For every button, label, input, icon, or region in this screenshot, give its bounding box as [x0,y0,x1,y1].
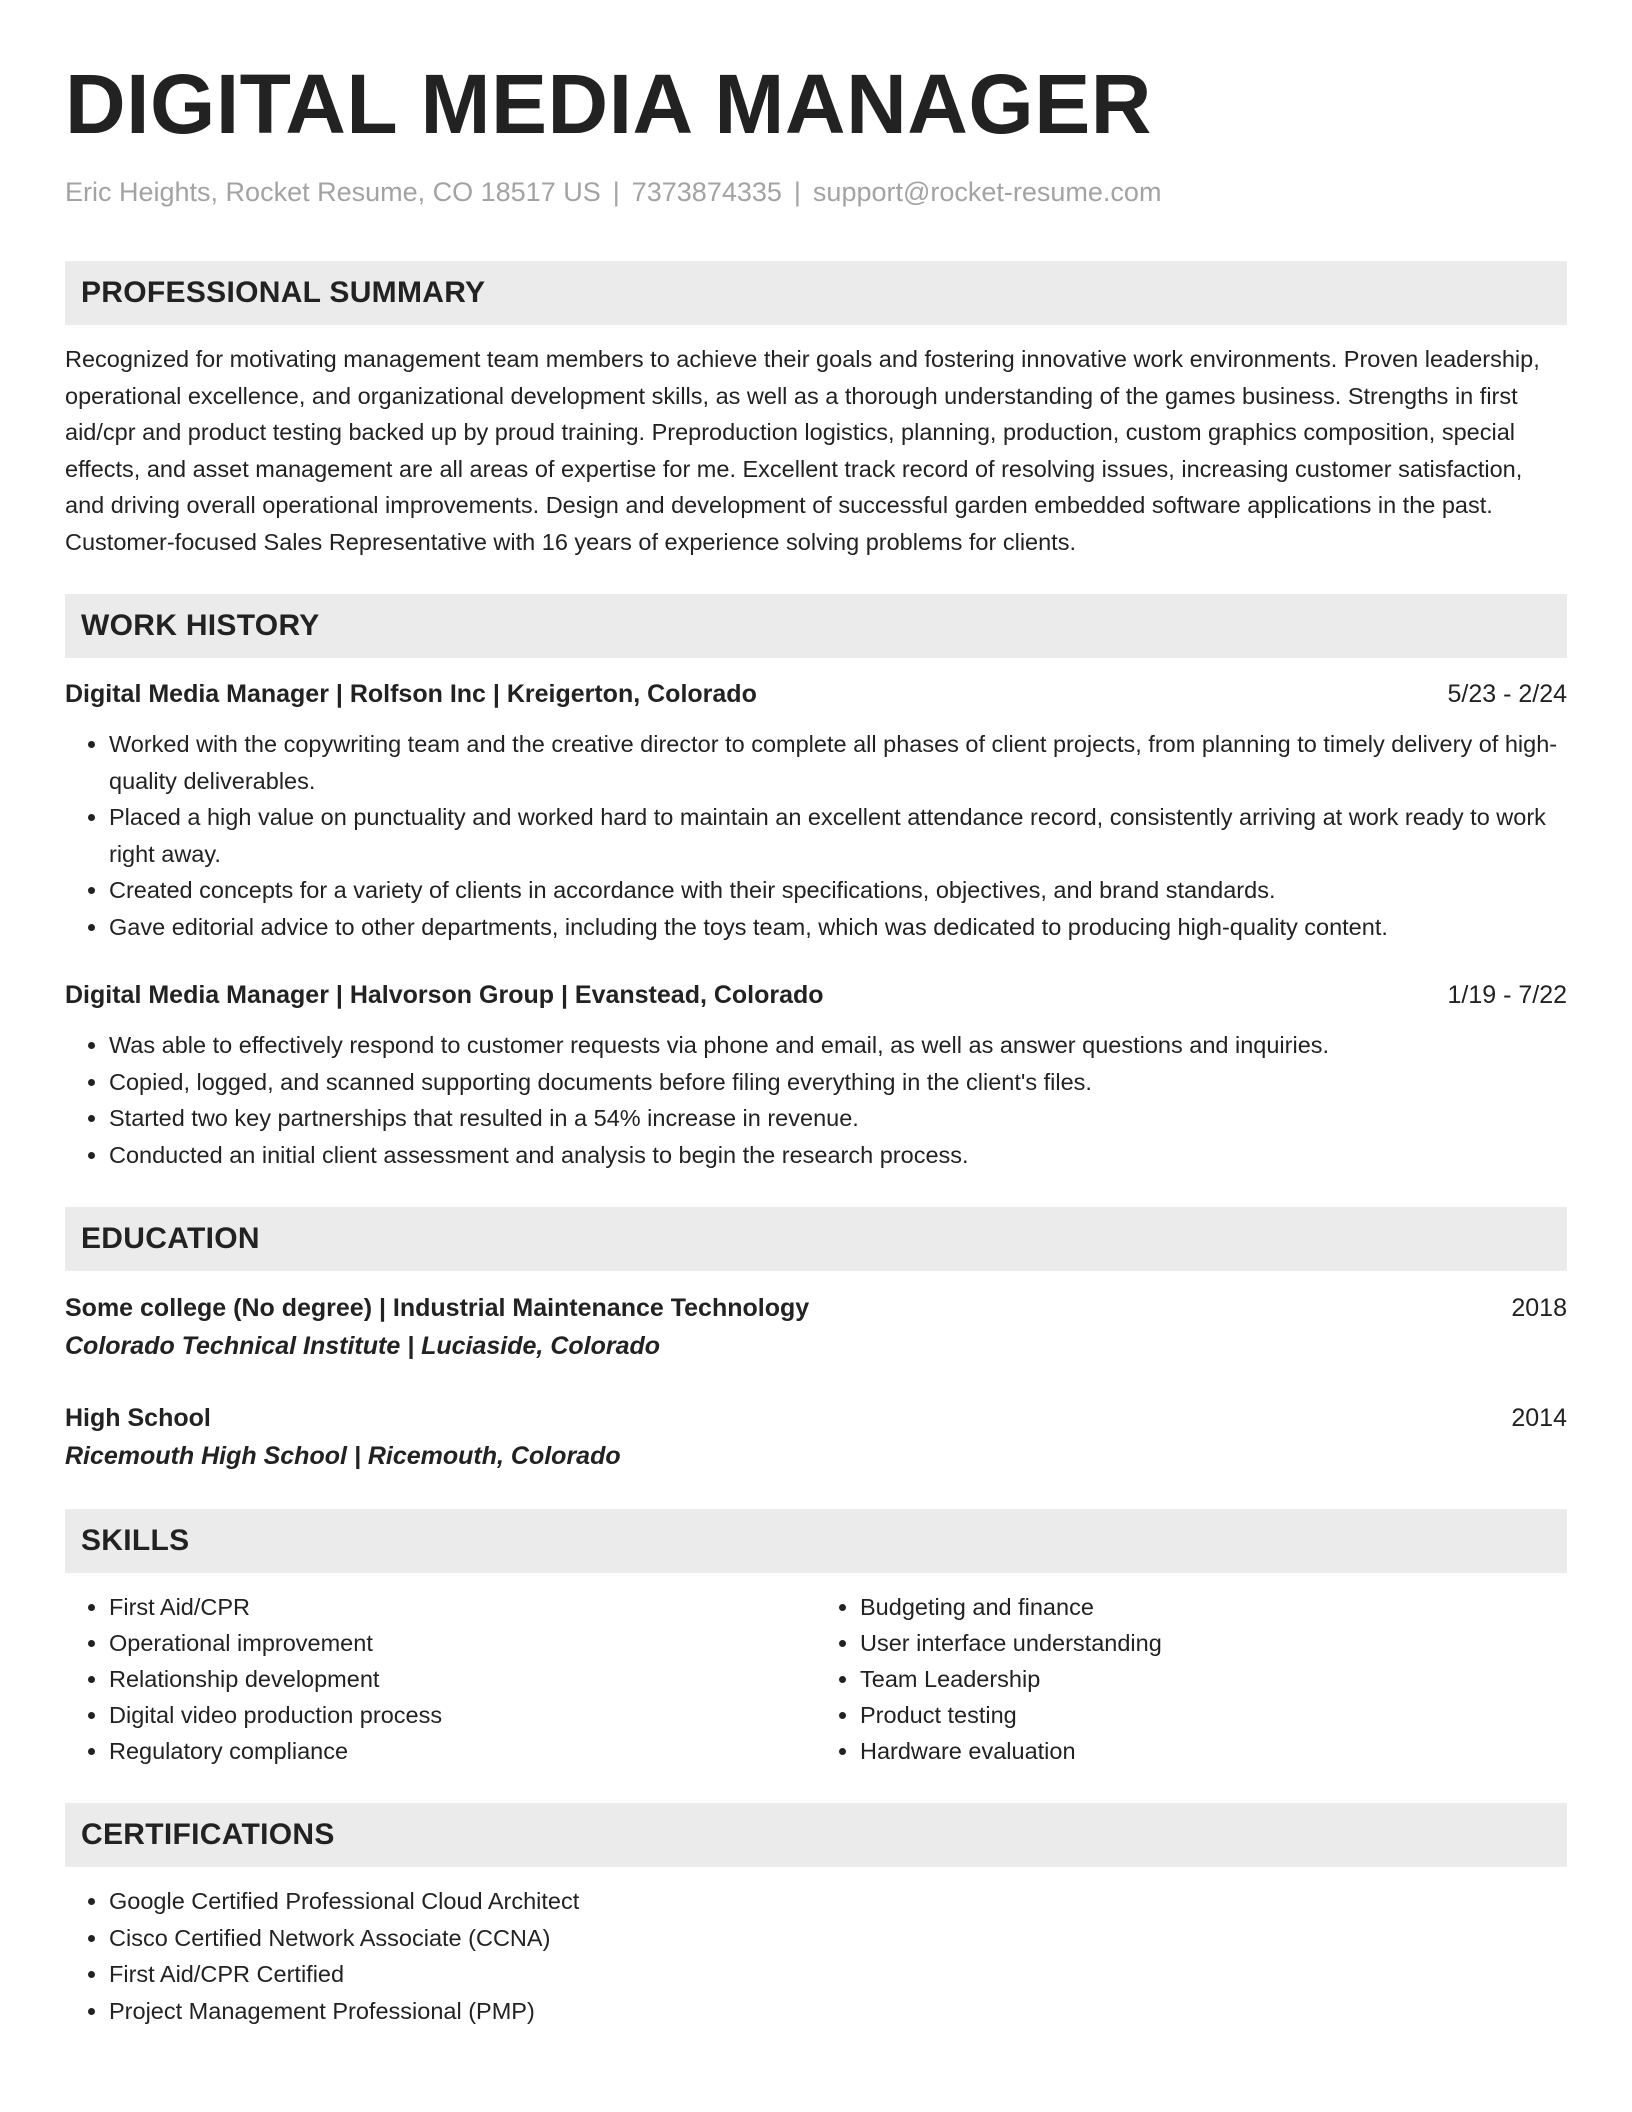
contact-line [65,176,1567,208]
certifications-section [65,1883,1567,2029]
job-bullet: • Placed a high value on punctuality and worked hard to maintain an excellent attendance record, consistently arriving at work ready to work right away. [109,799,1567,872]
skill-item: • Hardware evaluation [860,1733,1567,1769]
skill-item: • Budgeting and finance [860,1589,1567,1625]
job-header [65,676,1567,712]
certification-item: • Cisco Certified Network Associate (CCNA) [109,1920,1567,1957]
contact-email: support@rocket-resume.com [812,177,1162,207]
contact-separator: | [612,177,620,207]
skills-column-left [65,1589,816,1769]
job-bullet: • Started two key partnerships that resulted in a 54% increase in revenue. [109,1100,1567,1137]
resume-name: DIGITAL MEDIA MANAGER [65,57,1152,151]
job-dates: 5/23 - 2/24 [1447,680,1567,709]
education-entry [65,1399,1567,1475]
contact-phone: 7373874335 [631,177,782,207]
skills-list [65,1589,816,1769]
education-header [65,1399,1567,1437]
contact-address: Eric Heights, Rocket Resume, CO 18517 US [65,177,601,207]
job-title: Digital Media Manager | Rolfson Inc | Kreigerton, Colorado [65,680,757,709]
skills-heading: SKILLS [65,1509,1567,1573]
job-bullet: • Gave editorial advice to other departments, including the toys team, which was dedicated to producing high-quality content. [109,909,1567,946]
education-year: 2018 [1511,1294,1567,1323]
skill-item: • Regulatory compliance [109,1733,816,1769]
job-bullet: • Was able to effectively respond to customer requests via phone and email, as well as answer questions and inquiries. [109,1027,1567,1064]
skill-item: • Operational improvement [109,1625,816,1661]
education-school: Ricemouth High School | Ricemouth, Colorado [65,1442,621,1471]
job-dates: 1/19 - 7/22 [1447,981,1567,1010]
job-entry [65,676,1567,945]
job-title: Digital Media Manager | Halvorson Group | Evanstead, Colorado [65,981,824,1010]
skill-item: • User interface understanding [860,1625,1567,1661]
skill-item: • Digital video production process [109,1697,816,1733]
contact-separator: | [793,177,801,207]
job-bullets [65,726,1567,945]
certifications-list [65,1883,1567,2029]
education-heading: EDUCATION [65,1207,1567,1271]
certification-item: • Project Management Professional (PMP) [109,1993,1567,2030]
skills-column-right [816,1589,1567,1769]
job-entry [65,977,1567,1173]
job-bullet: • Conducted an initial client assessment and analysis to begin the research process. [109,1137,1567,1174]
education-school: Colorado Technical Institute | Luciaside, Colorado [65,1332,661,1361]
education-entry [65,1289,1567,1365]
job-bullet: • Copied, logged, and scanned supporting documents before filing everything in the client's files. [109,1064,1567,1101]
job-bullets [65,1027,1567,1173]
job-header [65,977,1567,1013]
skill-item: • Product testing [860,1697,1567,1733]
certifications-heading: CERTIFICATIONS [65,1803,1567,1867]
skill-item: • First Aid/CPR [109,1589,816,1625]
skills-list [816,1589,1567,1769]
job-bullet: • Created concepts for a variety of clients in accordance with their specifications, objectives, and brand standards. [109,872,1567,909]
education-title: Some college (No degree) | Industrial Maintenance Technology [65,1294,810,1323]
education-year: 2014 [1511,1404,1567,1433]
certification-item: • Google Certified Professional Cloud Architect [109,1883,1567,1920]
skills-grid [65,1589,1567,1769]
job-bullet: • Worked with the copywriting team and the creative director to complete all phases of client projects, from planning to timely delivery of high-quality deliverables. [109,726,1567,799]
certification-item: • First Aid/CPR Certified [109,1956,1567,1993]
skill-item: • Relationship development [109,1661,816,1697]
skill-item: • Team Leadership [860,1661,1567,1697]
summary-heading: PROFESSIONAL SUMMARY [65,261,1567,325]
work-history-heading: WORK HISTORY [65,594,1567,658]
education-title: High School [65,1404,211,1433]
summary-text: Recognized for motivating management team members to achieve their goals and fostering innovative work environments. Proven leadership, operational excellence, and organizational development skills, as well as a thorough understanding of the games business. Strengths in first aid/cpr and product testing backed up by proud training. Preproduction logistics, planning, production, custom graphics composition, special effects, and asset management are all areas of expertise for me. Excellent track record of resolving issues, increasing customer satisfaction, and driving overall operational improvements. Design and development of successful garden embedded software applications in the past. Customer-focused Sales Representative with 16 years of experience solving problems for clients. [65,346,1540,555]
education-header [65,1289,1567,1327]
